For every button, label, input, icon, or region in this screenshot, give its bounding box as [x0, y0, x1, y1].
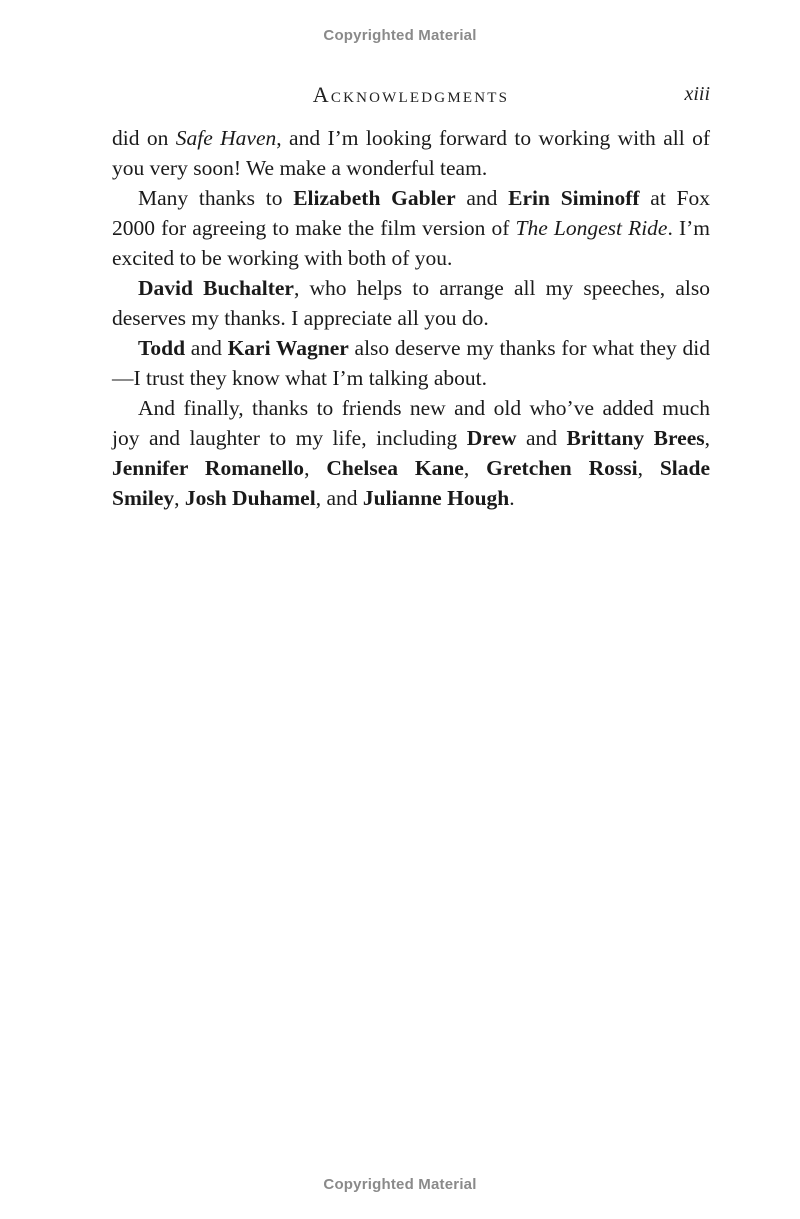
person-name: Todd: [138, 336, 186, 360]
body-text: [112, 123, 710, 513]
text-run: .: [509, 486, 515, 510]
paragraph: [112, 333, 710, 393]
person-name: Kari Wagner: [227, 336, 349, 360]
running-title: Acknowledgments: [312, 82, 510, 107]
text-run: at Fox 2000 for agreeing to make the film version of: [112, 186, 710, 240]
person-name: Brittany Brees: [566, 426, 705, 450]
book-title: Safe Haven: [175, 126, 277, 150]
person-name: Elizabeth Gabler: [293, 186, 456, 210]
text-run: and: [516, 426, 567, 450]
text-run: ,: [637, 456, 660, 480]
paragraph: [112, 393, 710, 513]
person-name: Erin Siminoff: [508, 186, 640, 210]
copyright-watermark-top: Copyrighted Material: [323, 27, 477, 44]
paragraph: [112, 183, 710, 273]
person-name: David Buchalter: [138, 276, 294, 300]
text-run: , and I’m looking forward to working with all of you very soon! We make a wonderful team.: [112, 126, 710, 180]
text-run: , who helps to arrange all my speeches, also deserves my thanks. I appreciate all you do.: [112, 276, 710, 330]
text-run: and: [185, 336, 228, 360]
text-run: and: [455, 186, 509, 210]
paragraph: [112, 273, 710, 333]
text-run: ,: [174, 486, 185, 510]
person-name: Drew: [466, 426, 517, 450]
copyright-watermark-bottom: Copyrighted Material: [323, 1176, 477, 1193]
book-title: The Longest Ride: [515, 216, 668, 240]
text-run: ,: [304, 456, 327, 480]
person-name: Slade Smiley: [112, 456, 711, 510]
text-run: . I’m excited to be working with both of you.: [112, 216, 710, 270]
person-name: Chelsea Kane: [326, 456, 464, 480]
running-header: [112, 82, 710, 108]
page-number: xiii: [684, 83, 710, 105]
person-name: Jennifer Romanello: [112, 456, 305, 480]
text-run: did on: [112, 126, 176, 150]
text-run: ,: [704, 426, 710, 450]
paragraph: [112, 123, 710, 183]
text-run: ,: [463, 456, 487, 480]
text-run: Many thanks to: [138, 186, 294, 210]
text-run: , and: [315, 486, 363, 510]
text-run: And finally, thanks to friends new and old who’ve added much joy and laughter to my life, including: [112, 396, 710, 450]
person-name: Julianne Hough: [362, 486, 510, 510]
person-name: Gretchen Rossi: [486, 456, 638, 480]
text-run: also deserve my thanks for what they did—I trust they know what I’m talking about.: [112, 336, 711, 390]
person-name: Josh Duhamel: [184, 486, 316, 510]
